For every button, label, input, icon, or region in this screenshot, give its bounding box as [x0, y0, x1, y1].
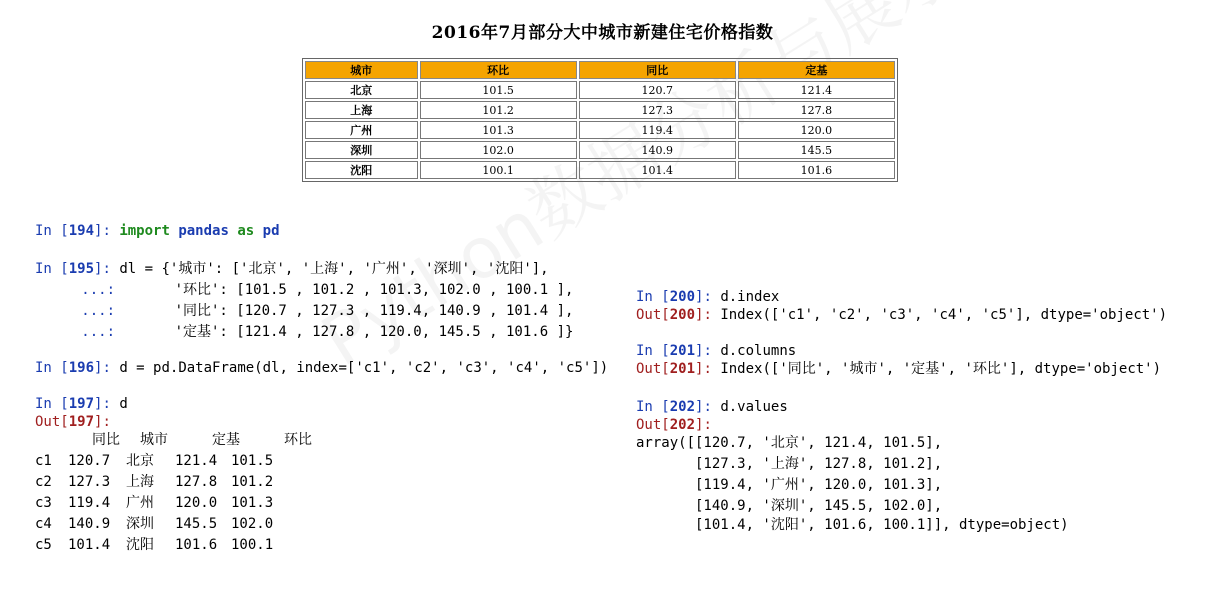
column-header: 环比	[284, 432, 312, 448]
dataframe-cell: 深圳	[126, 516, 154, 532]
table-cell: 上海	[305, 101, 418, 119]
dataframe-cell: 127.8	[175, 474, 218, 490]
continuation-prompt: ...:	[81, 324, 115, 340]
prompt-number: 195	[68, 261, 95, 277]
output-cell-201	[636, 359, 1161, 379]
keyword-import: import	[119, 223, 170, 239]
table-row	[305, 101, 895, 119]
output-prompt	[636, 361, 720, 377]
table-cell: 101.6	[738, 161, 895, 179]
prompt-number: 197	[68, 396, 95, 412]
continuation-prompt: ...:	[81, 282, 115, 298]
keyword-as: as	[237, 223, 255, 239]
code-line: d.values	[720, 399, 788, 415]
code-line: dl = {'城市': ['北京', '上海', '广州', '深圳', '沈阳'],	[119, 261, 549, 277]
column-header: 定基	[212, 432, 240, 448]
dataframe-cell: 沈阳	[126, 537, 154, 553]
prompt-close: ]:	[94, 396, 120, 412]
dataframe-cell: 127.3	[68, 474, 111, 490]
prompt-open: In [	[636, 343, 670, 359]
column-header: 城市	[140, 432, 168, 448]
table-cell: 101.2	[420, 101, 577, 119]
table-cell: 127.3	[579, 101, 736, 119]
input-prompt	[35, 360, 119, 376]
header-cell: 环比	[420, 61, 577, 79]
prompt-close: ]:	[695, 289, 721, 305]
prompt-close: ]:	[695, 307, 721, 323]
input-prompt	[35, 223, 119, 239]
table-row	[305, 81, 895, 99]
prompt-open: Out[	[636, 361, 670, 377]
table-cell: 120.0	[738, 121, 895, 139]
continuation-prompt: ...:	[81, 303, 115, 319]
input-prompt	[636, 289, 720, 305]
header-cell: 城市	[305, 61, 418, 79]
table-cell: 101.3	[420, 121, 577, 139]
code-cell-195-cont	[35, 322, 573, 342]
code-cell-202	[636, 397, 788, 417]
table-cell: 102.0	[420, 141, 577, 159]
output-line: array([[120.7, '北京', 121.4, 101.5],	[636, 435, 943, 451]
prompt-number: 197	[68, 414, 95, 430]
dataframe-cell: 120.7	[68, 453, 111, 469]
input-prompt	[35, 396, 119, 412]
dataframe-cell: 上海	[126, 474, 154, 490]
prompt-open: Out[	[636, 307, 670, 323]
prompt-number: 200	[669, 289, 696, 305]
output-prompt	[636, 307, 720, 323]
dataframe-cell: 101.5	[231, 453, 274, 469]
prompt-number: 200	[669, 307, 696, 323]
table-cell: 广州	[305, 121, 418, 139]
prompt-close: ]:	[695, 399, 721, 415]
output-line: [140.9, '深圳', 145.5, 102.0],	[636, 498, 943, 514]
code-line: '环比': [101.5 , 101.2 , 101.3, 102.0 , 100.1 ],	[124, 282, 574, 298]
prompt-number: 201	[669, 361, 696, 377]
code-cell-200	[636, 287, 779, 307]
prompt-number: 201	[669, 343, 696, 359]
output-prompt	[35, 414, 111, 430]
output-prompt	[636, 417, 712, 433]
prompt-close: ]:	[94, 223, 120, 239]
table-cell: 北京	[305, 81, 418, 99]
table-row	[305, 141, 895, 159]
output-prompt-197	[35, 412, 111, 432]
dataframe-cell: 121.4	[175, 453, 218, 469]
dataframe-cell: 102.0	[231, 516, 274, 532]
output-line: [127.3, '上海', 127.8, 101.2],	[636, 456, 943, 472]
prompt-close: ]:	[695, 361, 721, 377]
table-cell: 深圳	[305, 141, 418, 159]
input-prompt	[35, 261, 119, 277]
code-line: d.index	[720, 289, 780, 305]
table-cell: 127.8	[738, 101, 895, 119]
row-index: c3	[35, 495, 52, 511]
code-line: d	[119, 396, 128, 412]
table-row	[305, 161, 895, 179]
module-alias: pd	[262, 223, 280, 239]
output-prompt-202	[636, 415, 712, 435]
column-header: 同比	[92, 432, 120, 448]
prompt-number: 194	[68, 223, 95, 239]
table-cell: 101.4	[579, 161, 736, 179]
dataframe-cell: 北京	[126, 453, 154, 469]
dataframe-cell: 140.9	[68, 516, 111, 532]
prompt-close: ]:	[94, 261, 120, 277]
code-line: '同比': [120.7 , 127.3 , 119.4, 140.9 , 101.4 ],	[124, 303, 574, 319]
output-text: Index(['同比', '城市', '定基', '环比'], dtype='object')	[720, 361, 1162, 377]
table-cell: 120.7	[579, 81, 736, 99]
output-line: [119.4, '广州', 120.0, 101.3],	[636, 477, 943, 493]
dataframe-cell: 120.0	[175, 495, 218, 511]
code-cell-194	[35, 221, 280, 241]
output-cell-200	[636, 305, 1167, 325]
dataframe-cell: 101.2	[231, 474, 274, 490]
input-prompt	[636, 399, 720, 415]
page-title: 2016年7月部分大中城市新建住宅价格指数	[431, 23, 774, 43]
output-line: [101.4, '沈阳', 101.6, 100.1]], dtype=object)	[636, 517, 1069, 533]
module-name: pandas	[178, 223, 229, 239]
row-index: c2	[35, 474, 52, 490]
table-cell: 145.5	[738, 141, 895, 159]
prompt-open: Out[	[35, 414, 69, 430]
header-cell: 定基	[738, 61, 895, 79]
dataframe-cell: 101.3	[231, 495, 274, 511]
table-cell: 119.4	[579, 121, 736, 139]
code-line: d.columns	[720, 343, 797, 359]
code-cell-195-cont	[35, 301, 573, 321]
row-index: c1	[35, 453, 52, 469]
price-index-table	[302, 58, 898, 182]
prompt-close: ]:	[695, 343, 721, 359]
prompt-number: 196	[68, 360, 95, 376]
prompt-open: In [	[35, 396, 69, 412]
prompt-open: In [	[636, 289, 670, 305]
code-line: '定基': [121.4 , 127.8 , 120.0, 145.5 , 101.6 ]}	[124, 324, 574, 340]
code-cell-196	[35, 358, 608, 378]
prompt-number: 202	[669, 417, 696, 433]
code-line: d = pd.DataFrame(dl, index=['c1', 'c2', 'c3', 'c4', 'c5'])	[119, 360, 609, 376]
table-cell: 140.9	[579, 141, 736, 159]
input-prompt	[636, 343, 720, 359]
dataframe-cell: 101.4	[68, 537, 111, 553]
prompt-open: In [	[35, 360, 69, 376]
code-cell-197	[35, 394, 128, 414]
dataframe-cell: 119.4	[68, 495, 111, 511]
code-cell-201	[636, 341, 796, 361]
table-row	[305, 121, 895, 139]
prompt-open: In [	[636, 399, 670, 415]
dataframe-cell: 145.5	[175, 516, 218, 532]
header-cell: 同比	[579, 61, 736, 79]
prompt-open: Out[	[636, 417, 670, 433]
dataframe-cell: 广州	[126, 495, 154, 511]
row-index: c4	[35, 516, 52, 532]
prompt-open: In [	[35, 223, 69, 239]
dataframe-cell: 100.1	[231, 537, 274, 553]
row-index: c5	[35, 537, 52, 553]
dataframe-cell: 101.6	[175, 537, 218, 553]
prompt-open: In [	[35, 261, 69, 277]
prompt-close: ]:	[94, 360, 120, 376]
code-cell-195	[35, 259, 549, 279]
prompt-number: 202	[669, 399, 696, 415]
table-cell: 121.4	[738, 81, 895, 99]
prompt-close: ]:	[94, 414, 111, 430]
output-text: Index(['c1', 'c2', 'c3', 'c4', 'c5'], dtype='object')	[720, 307, 1168, 323]
table-header-row	[305, 61, 895, 79]
prompt-close: ]:	[695, 417, 712, 433]
table-cell: 100.1	[420, 161, 577, 179]
table-cell: 101.5	[420, 81, 577, 99]
code-cell-195-cont	[35, 280, 573, 300]
table-cell: 沈阳	[305, 161, 418, 179]
